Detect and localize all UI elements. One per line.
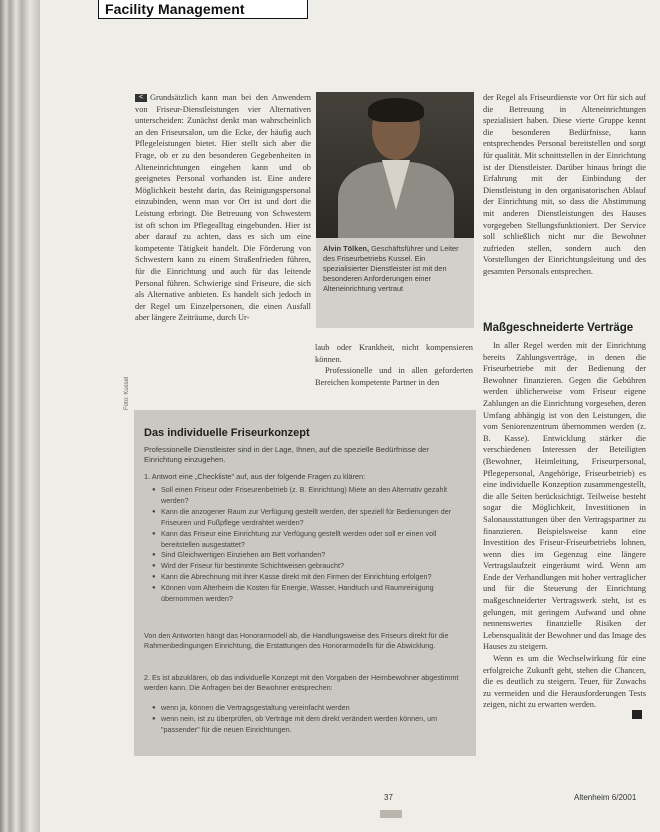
infobox-checklist [152, 485, 462, 605]
article-end-mark [632, 710, 642, 719]
section-header [98, 0, 308, 19]
infobox-question-1-conclusion: Von den Antworten hängt das Honorarmodell ab, die Handlungsweise des Friseurs direkt für die Rahmenbedingungen Einrichtung, die Erstattungen des Honorarmodells für die Abwicklung. [144, 631, 449, 650]
infobox-question-2: 2. Es ist abzuklären, ob das individuelle Konzept mit den Vorgaben der Heimbewohner abgestimmt werden kann. Die Anfragen bei der Bewohner entsprechen: [144, 673, 459, 692]
article-column-1-text: Grundsätzlich kann man bei den Anwendern von Friseur-Dienstleistungen vier Alternativen unterscheiden: Zunächst denkt man wahrscheinlich an den Friseursalon, um die Ecke, der häufig auch Pflegeleistungen bietet. Hier stellt sich aber die Frage, ob er zu den besonderen Gegebenheiten in Alteneinrichtungen eingehen kann und ob geeignetes Personal vorhanden ist. Eine andere Möglichkeit besteht darin, das Reinigungspersonal einzubinden, wenn man vor Ort ist und dort die Leistung erbringt. Die Betreuung von Schwestern ist oft schon im Pflegealltag eingebunden. Hier ist aber darauf zu achten, dass es sich um eine kompetente Tätigkeit handelt. Die Förderung von Schwestern kann zu einem Straßenfrieden führen, für die Einrichtung und auch für das leitende Personal führen. Schwierige sind Friseure, die sich als Alternative anbieten. Es handelt sich jedoch in der Regel um Einzelpersonen, die einen Ausfall aber längere Zeiträume, durch Ur- [135, 93, 311, 323]
list-item: ● Wird der Friseur für bestimmte Schichtweisen gebraucht? [152, 561, 462, 572]
list-item: ● Können vom Alterheim die Kosten für Energie, Wasser, Handtuch und Raumreinigung übernommen werden? [152, 583, 462, 605]
column-3-top-text: der Regel als Friseurdienste vor Ort für sich auf die Betreuung in Alteneinrichtungen spezialisiert haben. Diese vierte Gruppe kennt die besonderen Bedürfnisse, kann entsprechendes Personal bereitstellen und sorgt für qualität. Mit schnittstellen in der Einrichtung ist der Dienstleister. Darüber hinaus bringt die Erfahrung mit der Einbindung der Dienstleistung in den organisatorischen Ablauf der Einrichtung mit, so dass die Abstimmung mit anderen Dienstleistungen des Hauses vorgegeben Stellungsfunktioniert. Der Service soll schließlich nicht nur die Bewohner zufrieden stellen, sondern auch den Vorstellungen der Einrichtungsleitung und des gesamten Personals entsprechen. [483, 93, 646, 276]
article-column-3-bottom [483, 340, 646, 711]
section-title: Facility Management [105, 1, 245, 17]
publication-info: Altenheim 6/2001 [574, 793, 637, 802]
infobox-intro: Professionelle Dienstleister sind in der Lage, Ihnen, auf die spezielle Bedürfnisse der Einrichtung einzugehen. [144, 445, 429, 464]
infobox-answers [152, 703, 462, 736]
infobox-title: Das individuelle Friseurkonzept [144, 427, 310, 439]
page-tab [380, 810, 402, 818]
subheading-contracts: Maßgeschneiderte Verträge [483, 322, 634, 334]
article-start-marker: < [135, 94, 147, 102]
article-column-2 [315, 342, 473, 388]
caption-text: Geschäftsführer und Leiter des Friseurbetriebs Kussel. Ein spezialisierter Dienstleister ist mit den besonderen Anforderungen einer Alteneinrichtung vertraut [323, 244, 459, 293]
column-3-paragraph-2: Wenn es um die Wechselwirkung für eine erfolgreiche Zukunft geht, stehen die Chancen, die es deutlich zu steigern. Teuer, für Zuwachs zu vermeiden und die Herausforderungen Tests zeigen, nicht zu erwarten werden. [483, 654, 646, 710]
column-2-paragraph-2: Professionelle und in allen geforderten Bereichen kompetente Partner in den [315, 366, 473, 387]
list-item: ● Soll einen Friseur oder Friseurenbetrieb (z. B. Einrichtung) Miete an den Alternativ gezahlt werden? [152, 485, 462, 507]
list-item: ● Sind Gleichwertigen Einziehen am Bett vorhanden? [152, 550, 462, 561]
column-3-paragraph-1: In aller Regel werden mit der Einrichtung bereits Zahlungsverträge, in denen die Friseurbetriebe mit der Bedienung der Bewohner finanzieren. Gegen die Gebühren werden üblicherweise vom Friseur eigene Zahlungen an die Einrichtung vorgesehen, deren Umfang abhängig ist von den Leistungen, die vom Seniorenzentrum übernommen werden (z. B. Kasse). Entwicklung stärker die verschiedenen Interessen der Beteiligten (Bewohner, Heimleitung, Friseurpersonal, Pflegepersonal, Angehörige, Friseurbetrieb) es eine individuelle Konzeption zusammengestellt, die alle Seiten berücksichtigt. Teilweise besteht sogar die Möglichkeit, Investitionen in Salonausstattungen über den Vertragspartner zu finanzieren. Beispielsweise kann eine Investition des Friseur-Friseurbetriebs lohnen, wenn dies im Gegenzug eine längere Vertragslaufzeit eingeräumt wird. Wenn am Ende der Verhandlungen mit hoher vertraglicher und für die Steuerung der Einrichtung maßgeschneiderter Vertragswerk steht, ist es gelungen, mit geringem Aufwand und ohne nennenswertes finanzielle Risiken der Lebensqualität der Bewohner und das Image des Hauses zu steigern. [483, 341, 646, 652]
photo-credit: Foto: Kussel [124, 376, 130, 410]
column-2-paragraph-1: laub oder Krankheit, nicht kompensieren können. [315, 343, 473, 364]
list-item: ● wenn nein, ist zu überprüfen, ob Verträge mit dem direkt verändert werden können, um "passender" für die neuen Einrichtungen. [152, 714, 462, 736]
caption-name: Alvin Tölken, [323, 244, 369, 253]
article-column-3-top [483, 92, 646, 278]
article-column-1 [135, 92, 311, 324]
infobox [134, 410, 476, 756]
infobox-question-1: 1. Antwort eine „Checkliste" auf, aus der folgende Fragen zu klären: [144, 472, 366, 481]
page-number: 37 [384, 793, 393, 802]
list-item: ● Kann die Abrechnung mit ihrer Kasse direkt mit den Firmen der Einrichtung erfolgen? [152, 572, 462, 583]
list-item: ● wenn ja, können die Vertragsgestaltung vereinfacht werden [152, 703, 462, 714]
photo-caption [316, 238, 474, 328]
portrait-photo [316, 92, 474, 238]
list-item: ● Kann die anzogener Raum zur Verfügung gestellt werden, der speziell für Bedienungen der Friseuren und Fußpflege verdrahtet werden? [152, 507, 462, 529]
photo-hair [368, 98, 424, 122]
list-item: ● Kann das Friseur eine Einrichtung zur Verfügung gestellt werden oder soll er einen voll bereitstellen ausgestattet? [152, 529, 462, 551]
